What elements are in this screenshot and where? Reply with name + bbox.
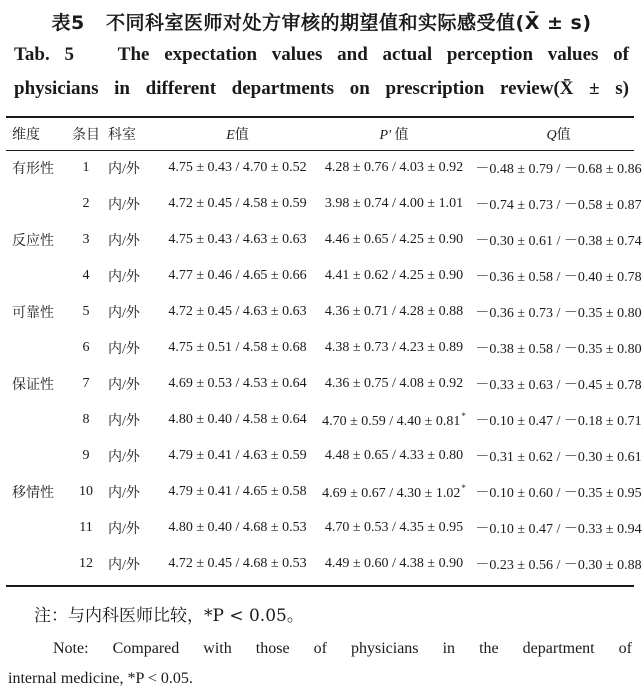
cell-p-value — [315, 330, 473, 366]
cell-item — [68, 510, 104, 546]
cell-q-value-text: －0.10 ± 0.47 / －0.18 ± 0.71 — [475, 414, 642, 429]
cell-e-value-text: 4.80 ± 0.40 / 4.58 ± 0.64 — [168, 412, 307, 427]
cell-department-text: 内/外 — [108, 342, 140, 357]
cell-e-value-text: 4.72 ± 0.45 / 4.63 ± 0.63 — [168, 304, 307, 319]
cell-p-value — [315, 186, 473, 222]
cell-e-value — [160, 366, 315, 402]
cell-department — [104, 258, 160, 294]
cell-department — [104, 546, 160, 582]
cell-dimension — [6, 546, 68, 582]
cell-department — [104, 438, 160, 474]
cell-department — [104, 402, 160, 438]
cell-q-value-text: －0.38 ± 0.58 / －0.35 ± 0.80 — [475, 342, 642, 357]
caption-en-text1: The expectation values and actual perception values of — [117, 44, 629, 65]
cell-e-value-text: 4.75 ± 0.43 / 4.70 ± 0.52 — [168, 160, 307, 175]
cell-q-value — [473, 330, 643, 366]
cell-p-value-text: 4.46 ± 0.65 / 4.25 ± 0.90 — [324, 232, 464, 247]
cell-p-value-text: 4.70 ± 0.59 / 4.40 ± 0.81 — [322, 413, 461, 429]
table-row — [6, 546, 643, 582]
cell-p-value-text: 4.49 ± 0.60 / 4.38 ± 0.90 — [324, 556, 464, 571]
cell-p-value — [315, 150, 473, 186]
header-p-suffix: 值 — [394, 128, 409, 143]
cell-item-text: 5 — [82, 304, 90, 319]
cell-item-text: 2 — [82, 196, 90, 211]
header-e-symbol: E — [226, 128, 235, 143]
table-row — [6, 366, 643, 402]
cell-department-text: 内/外 — [108, 486, 140, 501]
cell-dimension-text: 可靠性 — [12, 306, 54, 321]
cell-e-value — [160, 330, 315, 366]
cell-item-text: 1 — [82, 160, 90, 175]
cell-q-value-text: －0.33 ± 0.63 / －0.45 ± 0.78 — [475, 378, 642, 393]
cell-department — [104, 330, 160, 366]
cell-q-value — [473, 438, 643, 474]
cell-dimension-text: 移情性 — [12, 486, 54, 501]
cell-department — [104, 186, 160, 222]
note-en-line1: Note: Compared with those of physicians in the department of — [53, 640, 632, 657]
cell-department-text: 内/外 — [108, 450, 140, 465]
cell-e-value — [160, 402, 315, 438]
header-dimension: 维度 — [12, 128, 40, 143]
cell-department-text: 内/外 — [108, 414, 140, 429]
cell-q-value-text: －0.31 ± 0.62 / －0.30 ± 0.61 — [475, 450, 642, 465]
cell-q-value-text: －0.30 ± 0.61 / －0.38 ± 0.74 — [475, 234, 642, 249]
cell-q-value — [473, 222, 643, 258]
table-body — [6, 150, 643, 582]
cell-p-value-text: 4.48 ± 0.65 / 4.33 ± 0.80 — [324, 448, 464, 463]
cell-item — [68, 366, 104, 402]
cell-dimension — [6, 510, 68, 546]
cell-department-text: 内/外 — [108, 378, 140, 393]
cell-q-value — [473, 546, 643, 582]
cell-department-text: 内/外 — [108, 270, 140, 285]
cell-dimension — [6, 294, 68, 330]
cell-department — [104, 366, 160, 402]
table-row — [6, 150, 643, 186]
cell-item-text: 9 — [82, 448, 90, 463]
cell-q-value — [473, 402, 643, 438]
cell-e-value — [160, 258, 315, 294]
note-en-line2: internal medicine, *P < 0.05. — [8, 670, 193, 687]
cell-item-text: 12 — [79, 556, 93, 571]
cell-item — [68, 222, 104, 258]
cell-dimension-text: 有形性 — [12, 162, 54, 177]
cell-q-value — [473, 474, 643, 510]
cell-q-value — [473, 366, 643, 402]
cell-e-value — [160, 294, 315, 330]
cell-item-text: 10 — [79, 484, 93, 499]
cell-e-value-text: 4.80 ± 0.40 / 4.68 ± 0.53 — [168, 520, 307, 535]
cell-q-value-text: －0.10 ± 0.47 / －0.33 ± 0.94 — [475, 522, 642, 537]
cell-p-value-text: 4.36 ± 0.71 / 4.28 ± 0.88 — [324, 304, 464, 319]
header-e-suffix: 值 — [234, 128, 249, 143]
table-header-row — [6, 118, 643, 150]
cell-p-value-text: 4.70 ± 0.53 / 4.35 ± 0.95 — [324, 520, 464, 535]
cell-p-value — [315, 402, 473, 438]
caption-en-line1 — [14, 44, 629, 66]
cell-e-value — [160, 150, 315, 186]
cell-dimension — [6, 366, 68, 402]
caption-cn-title: 不同科室医师对处方审核的期望值和实际感受值(X̄ ± s) — [106, 12, 592, 34]
cell-p-value — [315, 546, 473, 582]
cell-dimension-text: 保证性 — [12, 378, 54, 393]
cell-department — [104, 474, 160, 510]
cell-p-value — [315, 366, 473, 402]
cell-dimension — [6, 258, 68, 294]
header-e-value — [160, 118, 315, 150]
cell-item-text: 7 — [82, 376, 90, 391]
cell-department-text: 内/外 — [108, 198, 140, 213]
data-table — [6, 118, 643, 582]
cell-item — [68, 474, 104, 510]
cell-department-text: 内/外 — [108, 558, 140, 573]
cell-p-value — [315, 222, 473, 258]
cell-e-value-text: 4.69 ± 0.53 / 4.53 ± 0.64 — [168, 376, 307, 391]
cell-e-value-text: 4.72 ± 0.45 / 4.58 ± 0.59 — [168, 196, 307, 211]
cell-department — [104, 294, 160, 330]
cell-e-value-text: 4.77 ± 0.46 / 4.65 ± 0.66 — [168, 268, 307, 283]
table-bottom-rule — [6, 585, 634, 587]
cell-dimension-text: 反应性 — [12, 234, 54, 249]
cell-p-value — [315, 438, 473, 474]
cell-p-value-text: 4.36 ± 0.75 / 4.08 ± 0.92 — [324, 376, 464, 391]
significance-mark: * — [461, 482, 466, 493]
cell-dimension — [6, 150, 68, 186]
cell-item — [68, 438, 104, 474]
cell-item-text: 3 — [82, 232, 90, 247]
cell-e-value — [160, 438, 315, 474]
cell-q-value-text: －0.48 ± 0.79 / －0.68 ± 0.86 — [475, 162, 642, 177]
table-row — [6, 510, 643, 546]
cell-dimension — [6, 402, 68, 438]
cell-department — [104, 222, 160, 258]
table-row — [6, 330, 643, 366]
cell-department-text: 内/外 — [108, 522, 140, 537]
cell-e-value — [160, 186, 315, 222]
cell-e-value-text: 4.79 ± 0.41 / 4.65 ± 0.58 — [168, 484, 307, 499]
cell-item — [68, 402, 104, 438]
cell-dimension — [6, 222, 68, 258]
cell-q-value — [473, 150, 643, 186]
caption-en-line2: physicians in different departments on prescription review(X̄ ± s) — [14, 78, 629, 99]
caption-cn — [0, 8, 643, 35]
table-row — [6, 186, 643, 222]
cell-dimension — [6, 438, 68, 474]
table-row — [6, 438, 643, 474]
cell-p-value — [315, 258, 473, 294]
cell-department-text: 内/外 — [108, 306, 140, 321]
cell-dimension — [6, 474, 68, 510]
significance-mark: * — [461, 410, 466, 421]
table-row — [6, 258, 643, 294]
cell-dimension — [6, 186, 68, 222]
note-cn: 注：与内科医师比较，*P < 0.05。 — [34, 606, 304, 626]
cell-item-text: 6 — [82, 340, 90, 355]
cell-department-text: 内/外 — [108, 162, 140, 177]
table-row — [6, 222, 643, 258]
cell-e-value — [160, 546, 315, 582]
cell-p-value — [315, 510, 473, 546]
cell-dimension — [6, 330, 68, 366]
header-p-value — [315, 118, 473, 150]
cell-q-value — [473, 294, 643, 330]
cell-item-text: 11 — [79, 520, 93, 535]
cell-item — [68, 294, 104, 330]
caption-cn-prefix: 表5 — [51, 12, 85, 34]
cell-item — [68, 150, 104, 186]
cell-department — [104, 150, 160, 186]
cell-p-value-text: 4.28 ± 0.76 / 4.03 ± 0.92 — [324, 160, 464, 175]
cell-item — [68, 258, 104, 294]
cell-q-value-text: －0.23 ± 0.56 / －0.30 ± 0.88 — [475, 558, 642, 573]
cell-q-value-text: －0.36 ± 0.58 / －0.40 ± 0.78 — [475, 270, 642, 285]
cell-e-value — [160, 222, 315, 258]
cell-department — [104, 510, 160, 546]
table-row — [6, 294, 643, 330]
cell-q-value-text: －0.36 ± 0.73 / －0.35 ± 0.80 — [475, 306, 642, 321]
table-row — [6, 474, 643, 510]
cell-q-value-text: －0.74 ± 0.73 / －0.58 ± 0.87 — [475, 198, 642, 213]
cell-p-value-text: 3.98 ± 0.74 / 4.00 ± 1.01 — [324, 196, 464, 211]
header-p-symbol: P' — [379, 128, 392, 143]
header-department: 科室 — [108, 128, 136, 143]
header-q-suffix: 值 — [556, 128, 571, 143]
header-q-symbol: Q — [546, 128, 557, 143]
cell-e-value-text: 4.75 ± 0.51 / 4.58 ± 0.68 — [168, 340, 307, 355]
header-q-value — [473, 118, 643, 150]
cell-e-value — [160, 474, 315, 510]
caption-en-prefix: Tab. 5 — [14, 44, 74, 65]
cell-item — [68, 186, 104, 222]
cell-q-value — [473, 510, 643, 546]
cell-q-value — [473, 186, 643, 222]
cell-q-value — [473, 258, 643, 294]
cell-p-value-text: 4.41 ± 0.62 / 4.25 ± 0.90 — [324, 268, 464, 283]
cell-e-value — [160, 510, 315, 546]
cell-e-value-text: 4.72 ± 0.45 / 4.68 ± 0.53 — [168, 556, 307, 571]
cell-p-value-text: 4.38 ± 0.73 / 4.23 ± 0.89 — [324, 340, 464, 355]
cell-e-value-text: 4.79 ± 0.41 / 4.63 ± 0.59 — [168, 448, 307, 463]
cell-p-value — [315, 294, 473, 330]
cell-p-value-text: 4.69 ± 0.67 / 4.30 ± 1.02 — [322, 485, 461, 501]
cell-department-text: 内/外 — [108, 234, 140, 249]
cell-item — [68, 330, 104, 366]
header-item: 条目 — [72, 128, 100, 143]
cell-p-value — [315, 474, 473, 510]
cell-e-value-text: 4.75 ± 0.43 / 4.63 ± 0.63 — [168, 232, 307, 247]
cell-item-text: 4 — [82, 268, 90, 283]
cell-item — [68, 546, 104, 582]
cell-q-value-text: －0.10 ± 0.60 / －0.35 ± 0.95 — [475, 486, 642, 501]
table-row — [6, 402, 643, 438]
cell-item-text: 8 — [82, 412, 90, 427]
